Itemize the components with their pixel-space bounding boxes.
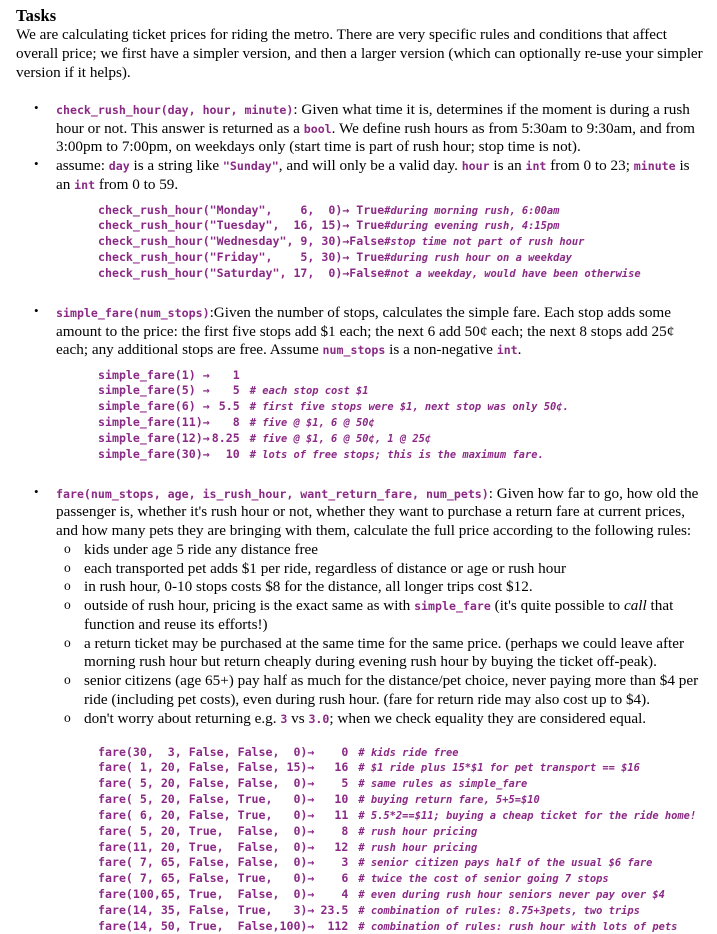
example-comment: # even during rush hour seniors never pay over $4 <box>358 888 665 901</box>
example-call: fare( 5, 20, False, False, 0) <box>98 776 308 791</box>
example-arrow-icon: → <box>202 415 210 430</box>
example-comment: #during evening rush, 4:15pm <box>384 220 560 233</box>
example-arrow-icon: → <box>307 918 315 933</box>
example-result: 6 <box>341 871 349 886</box>
minute-token: minute <box>633 159 676 174</box>
example-arrow-icon: → <box>342 250 350 265</box>
bullet-fare <box>32 485 703 541</box>
check-rush-hour-bullet-list <box>16 101 703 195</box>
rule-text: outside of rush hour, pricing is the exact same as with <box>84 597 415 615</box>
example-call: check_rush_hour("Friday", 5, 30) <box>98 250 343 265</box>
rule-text: a return ticket may be purchased at the same time for the same price. (perhaps we could leave after morning rush hour but return cheaply during evening rush hour by buying the ticket off-peak). <box>84 634 685 671</box>
example-comment <box>250 368 569 383</box>
int-token-2: int <box>74 177 96 192</box>
fare-rules-list <box>16 541 703 729</box>
example-comment: # $1 ride plus 15*$1 for pet transport == $16 <box>358 762 640 775</box>
rule-text: kids under age 5 ride any distance free <box>84 540 319 558</box>
example-comment: # lots of free stops; this is the maximum fare. <box>249 448 544 461</box>
example-call: simple_fare(12) <box>98 430 203 445</box>
example-comment: # each stop cost $1 <box>249 385 369 398</box>
bullet-marker: • <box>34 156 39 172</box>
example-comment: #not a weekday, would have been otherwise <box>384 267 641 280</box>
example-result: True <box>356 202 385 217</box>
example-result: 4 <box>341 886 349 901</box>
example-arrow-icon: → <box>307 855 315 870</box>
example-call: check_rush_hour("Tuesday", 16, 15) <box>98 218 343 233</box>
example-row <box>98 903 696 919</box>
example-row <box>98 218 641 234</box>
fare-rule-item <box>64 635 703 673</box>
example-call: fare( 7, 65, False, False, 0) <box>98 855 308 870</box>
example-row <box>98 840 696 856</box>
example-comment: # combination of rules: rush hour with lots of pets <box>358 920 678 933</box>
assume-label: assume: <box>56 157 109 175</box>
example-row <box>98 919 696 934</box>
check-rush-hour-desc-2: . We define rush hours as from 5:30am to 9:30am, and from 3:00pm to 7:00pm, on weekdays only (start time is part of rush hour; stop time is not). <box>56 119 695 156</box>
example-result: False <box>349 265 385 280</box>
fare-bullet-list <box>16 485 703 541</box>
example-call: fare(100,65, True, False, 0) <box>98 886 308 901</box>
check-rush-hour-examples-table <box>98 203 641 282</box>
example-call: fare(30, 3, False, False, 0) <box>98 744 308 759</box>
example-result: 8.25 <box>211 430 240 445</box>
simple-fare-desc-1: :Given the number of stops, calculates the simple fare. Each stop adds some amount to the price: the first five stops add $1 each; the next 6 add 50¢ each; the next 8 stops add 25¢ each; any additional stops are free. Assume <box>56 303 675 359</box>
example-result: True <box>356 250 385 265</box>
example-row <box>98 368 569 383</box>
example-row <box>98 415 569 431</box>
bullet-marker: • <box>34 99 39 115</box>
example-call: simple_fare(6) <box>98 399 196 414</box>
simple-fare-desc-2: is a non-negative <box>385 341 497 359</box>
page-title: Tasks <box>16 6 57 25</box>
example-result: 12 <box>334 839 349 854</box>
fare-rule-item <box>64 597 703 635</box>
example-arrow-icon: → <box>342 218 350 233</box>
rule-emphasis: call <box>623 597 647 615</box>
example-result: 3 <box>341 855 349 870</box>
example-arrow-icon: → <box>307 744 315 759</box>
simple-fare-examples-table <box>98 368 569 463</box>
example-row <box>98 203 641 219</box>
rule-text: don't worry about returning e.g. <box>84 709 281 727</box>
example-result: 10 <box>334 792 349 807</box>
check-rush-hour-signature: check_rush_hour(day, hour, minute) <box>56 102 294 117</box>
example-arrow-icon: → <box>202 430 210 445</box>
example-result: 5.5 <box>218 399 240 414</box>
assume-text-4: from 0 to 23; <box>546 157 634 175</box>
subbullet-marker: o <box>64 597 71 613</box>
subbullet-marker: o <box>64 578 71 594</box>
rule-code-token: 3 <box>280 711 288 726</box>
subbullet-marker: o <box>64 634 71 650</box>
bullet-marker: • <box>34 302 39 318</box>
example-comment: # twice the cost of senior going 7 stops <box>358 873 609 886</box>
example-row <box>98 808 696 824</box>
simple-fare-bullet-list <box>16 304 703 360</box>
example-call: fare(14, 35, False, True, 3) <box>98 902 308 917</box>
example-arrow-icon: → <box>342 265 350 280</box>
example-arrow-icon: → <box>202 383 210 398</box>
int-token: int <box>496 343 518 358</box>
example-call: fare( 6, 20, False, True, 0) <box>98 807 308 822</box>
fare-desc: : Given how far to go, how old the passenger is, whether it's rush hour or not, whether they want to purchase a return fare at current prices, and how many pets they are bringing with them, calculate the full price according to the following rules: <box>56 484 699 540</box>
check-rush-hour-examples-body <box>98 203 641 282</box>
example-row <box>98 399 569 415</box>
example-row <box>98 871 696 887</box>
example-result: 8 <box>341 823 349 838</box>
example-row <box>98 824 696 840</box>
example-call: simple_fare(5) <box>98 383 196 398</box>
bullet-assume <box>32 157 703 195</box>
assume-text-5: is an <box>56 157 690 193</box>
example-comment: #during rush hour on a weekday <box>384 252 572 265</box>
example-result: 5 <box>232 383 240 398</box>
example-comment: # rush hour pricing <box>358 825 478 838</box>
example-call: fare( 7, 65, False, True, 0) <box>98 871 308 886</box>
assume-text-3: is an <box>489 157 526 175</box>
check-rush-hour-desc-1: : Given what time it is, determines if the moment is during a rush hour or not. This answer is returned as a <box>56 100 690 137</box>
fare-examples-table <box>98 745 696 934</box>
example-result: 11 <box>334 807 349 822</box>
example-arrow-icon: → <box>342 202 350 217</box>
example-result: 16 <box>334 760 349 775</box>
example-arrow-icon: → <box>307 792 315 807</box>
simple-fare-examples-body <box>98 368 569 463</box>
example-result: False <box>349 234 385 249</box>
assume-text-6: from 0 to 59. <box>95 175 179 193</box>
fare-rule-item <box>64 560 703 579</box>
example-result: True <box>356 218 385 233</box>
example-comment: #during morning rush, 6:00am <box>384 204 560 217</box>
example-arrow-icon: → <box>307 823 315 838</box>
example-row <box>98 792 696 808</box>
example-comment: # combination of rules: 8.75+3pets, two trips <box>358 904 640 917</box>
bullet-marker: • <box>34 483 39 499</box>
subbullet-marker: o <box>64 672 71 688</box>
example-comment: # 5.5*2==$11; buying a cheap ticket for the ride home! <box>358 809 697 822</box>
example-call: fare( 5, 20, False, True, 0) <box>98 792 308 807</box>
sunday-token: "Sunday" <box>222 159 279 174</box>
fare-rule-item <box>64 578 703 597</box>
int-token-1: int <box>525 159 547 174</box>
example-comment: # same rules as simple_fare <box>358 778 528 791</box>
example-row <box>98 447 569 463</box>
rule-text: each transported pet adds $1 per ride, regardless of distance or age or rush hour <box>84 559 567 577</box>
assume-text-2: , and will only be a valid day. <box>278 157 462 175</box>
example-comment: # five @ $1, 6 @ 50¢ <box>249 417 375 430</box>
day-token: day <box>108 159 130 174</box>
rule-code-token: 3.0 <box>308 711 330 726</box>
example-row <box>98 776 696 792</box>
example-row <box>98 745 696 761</box>
example-result: 8 <box>232 415 240 430</box>
intro-paragraph: We are calculating ticket prices for riding the metro. There are very specific rules and conditions that affect overall price; we first have a simpler version, and then a larger version (which can optionally re-use your simpler version if it helps). <box>16 26 703 81</box>
rule-text: that function and reuse its efforts!) <box>84 597 674 633</box>
example-arrow-icon: → <box>307 776 315 791</box>
rule-text: (it's quite possible to <box>490 597 624 615</box>
example-result: 5 <box>341 776 349 791</box>
fare-signature: fare(num_stops, age, is_rush_hour, want_return_fare, num_pets) <box>56 486 489 501</box>
example-call: simple_fare(30) <box>98 446 203 461</box>
fare-rule-item <box>64 541 703 560</box>
bullet-check-rush-hour <box>32 101 703 157</box>
example-arrow-icon: → <box>342 234 350 249</box>
example-comment: # buying return fare, 5+5=$10 <box>358 794 540 807</box>
assume-text-1: is a string like <box>129 157 223 175</box>
example-call: fare( 1, 20, False, False, 15) <box>98 760 308 775</box>
example-arrow-icon: → <box>202 446 210 461</box>
example-call: fare(14, 50, True, False,100) <box>98 918 308 933</box>
rule-text: ; when we check equality they are considered equal. <box>329 709 647 727</box>
example-arrow-icon: → <box>307 902 315 917</box>
example-arrow-icon: → <box>307 807 315 822</box>
bool-token: bool <box>303 121 332 136</box>
simple-fare-desc-3: . <box>517 341 522 359</box>
example-comment: # kids ride free <box>358 746 459 759</box>
example-call: fare( 5, 20, True, False, 0) <box>98 823 308 838</box>
subbullet-marker: o <box>64 709 71 725</box>
example-result: 1 <box>232 368 240 383</box>
example-call: check_rush_hour("Monday", 6, 0) <box>98 202 343 217</box>
fare-examples-body <box>98 745 696 934</box>
example-call: simple_fare(11) <box>98 415 203 430</box>
example-arrow-icon: → <box>307 871 315 886</box>
example-result: 0 <box>341 744 349 759</box>
example-result: 10 <box>225 446 240 461</box>
example-comment: # five @ $1, 6 @ 50¢, 1 @ 25¢ <box>249 432 432 445</box>
example-arrow-icon: → <box>202 368 210 383</box>
fare-rule-item <box>64 672 703 710</box>
example-row <box>98 760 696 776</box>
simple-fare-signature: simple_fare(num_stops) <box>56 305 210 320</box>
example-call: check_rush_hour("Saturday", 17, 0) <box>98 265 343 280</box>
hour-token: hour <box>461 159 490 174</box>
rule-code-token: simple_fare <box>414 599 491 614</box>
example-call: check_rush_hour("Wednesday", 9, 30) <box>98 234 343 249</box>
example-row <box>98 250 641 266</box>
example-arrow-icon: → <box>307 839 315 854</box>
example-row <box>98 887 696 903</box>
rule-text: vs <box>287 709 309 727</box>
example-row <box>98 266 641 282</box>
example-arrow-icon: → <box>202 399 210 414</box>
example-row <box>98 383 569 399</box>
example-result: 23.5 <box>320 902 349 917</box>
example-row <box>98 234 641 250</box>
bullet-simple-fare <box>32 304 703 360</box>
fare-rule-item <box>64 710 703 729</box>
example-result: 112 <box>327 918 349 933</box>
example-comment: # first five stops were $1, next stop was only 50¢. <box>249 401 569 414</box>
example-comment: # rush hour pricing <box>358 841 478 854</box>
example-call: fare(11, 20, True, False, 0) <box>98 839 308 854</box>
example-arrow-icon: → <box>307 760 315 775</box>
example-comment: # senior citizen pays half of the usual $6 fare <box>358 857 653 870</box>
rule-text: senior citizens (age 65+) pay half as much for the distance/pet choice, never paying more than $4 per ride (including pet costs), even during rush hour. (fare for return ride may also cost up to $4). <box>84 672 699 708</box>
subbullet-marker: o <box>64 540 71 556</box>
num-stops-token: num_stops <box>322 343 386 358</box>
example-call: simple_fare(1) <box>98 368 196 383</box>
example-row <box>98 855 696 871</box>
subbullet-marker: o <box>64 559 71 575</box>
example-arrow-icon: → <box>307 886 315 901</box>
example-comment: #stop time not part of rush hour <box>384 236 585 249</box>
rule-text: in rush hour, 0-10 stops costs $8 for the distance, all longer trips cost $12. <box>84 578 533 596</box>
example-row <box>98 431 569 447</box>
